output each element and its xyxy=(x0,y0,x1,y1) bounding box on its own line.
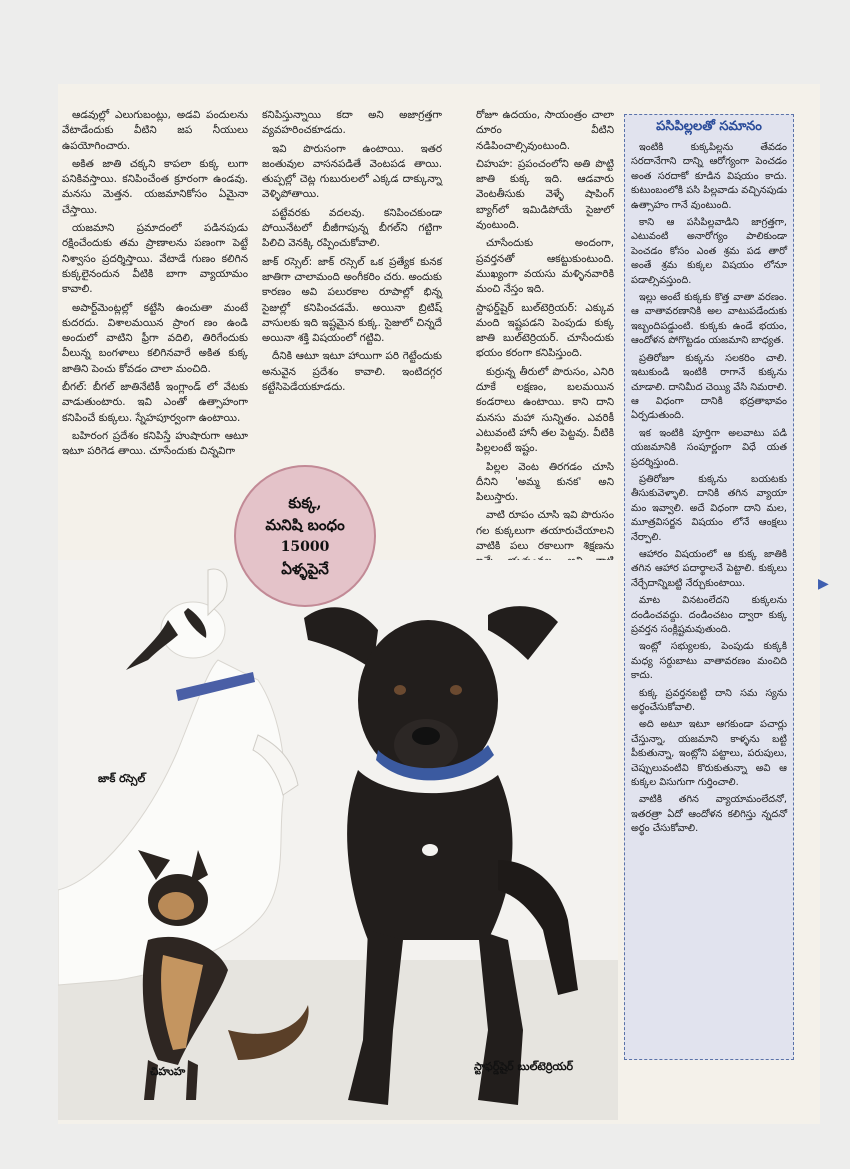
col2-para: దీనికి ఆటూ ఇటూ హాయిగా పరి గెట్టేందుకు అనువైన ప్రదేశం కావాలి. ఇంటిదగ్గర కట్టేసిపెడేయకూడదు. xyxy=(262,350,442,394)
col3-para: పిల్లల వెంట తిరగడం చూసి దీనిని 'అమ్మ కునక' అని పిలుస్తారు. xyxy=(476,460,614,504)
circle-years: 15000 xyxy=(280,539,330,555)
article-column-3 xyxy=(476,108,614,634)
caption-jack-russell: జాక్ రస్సెల్ xyxy=(98,772,146,785)
sidebar-para: ప్రతిరోజూ కుక్కను సలకరిం చాలి. ఇటుకుండి ఇంటికి రాగానే కుక్కను చూడాలి. దానిమీద చెయ్యి వేసి నిమరాలి. ఆ విధంగా దానికి భద్రతాభావం ఏర్పడుతుంది. xyxy=(631,352,787,422)
sidebar-para: ఇంటికి కుక్కపిల్లను తేవడం సరదానేగాని దాన్ని ఆరోగ్యంగా పెంచడం అంత సరదాకో కూడిన విషయం కాదు. కుటుంబంలోకి పసి పిల్లవాడు వచ్చినపుడు ఉత్సాహం గానే వుంటుంది. xyxy=(631,142,787,211)
sidebar-body xyxy=(631,141,787,837)
article-column-1 xyxy=(62,108,248,463)
circle-line-1: కుక్క, xyxy=(288,494,322,512)
dogs-photo xyxy=(58,560,618,1120)
col3-para-chihuahua: చిహుహ: ప్రపంచంలోని అతి పొట్టి జాతి కుక్క ఇది. ఆడవారు వెంటతీసుకు వెళ్ళే షాపింగ్ బ్యాగ్‌లో ఇమిడిపోయే సైజులో వుంటుంది. xyxy=(476,157,614,232)
sidebar-para: వాటికి తగిన వ్యాయామంలేదనో, ఇతరత్రా ఏదో ఆందోళన కలిగిస్తు న్నదనో అర్థం చేసుకోవాలి. xyxy=(631,794,787,835)
col2-para: కనిపిస్తున్నాయి కదా అని అజాగ్రత్తగా వ్యవహరించకూడదు. xyxy=(262,109,442,137)
col1-para-beagle: బీగల్: బీగల్ జాతినేటికీ ఇంగ్లాండ్ లో వేటకు వాడుతుంటారు. ఇవి ఎంతో ఉత్సాహంగా కనిపించే కుక్కలు. స్నేహపూర్వంగా ఉంటాయి. xyxy=(62,381,248,424)
sidebar-para: ఆహారం విషయంలో ఆ కుక్క జాతికి తగిన ఆహార పదార్థాలనే పెట్టాలి. కుక్కలు నేర్చేదాన్నిబట్టి నేర్చుకుంటాయి. xyxy=(631,548,787,589)
col1-para: అకిత జాతి చక్కని కాపలా కుక్క లుగా పనికివస్తాయి. కనిపించేంత క్రూరంగా ఉండవు. మనసు మెత్తన. యజమానికోసం ఏమైనా చేస్తాయి. xyxy=(62,157,248,216)
article-column-2 xyxy=(262,108,442,398)
sidebar-box xyxy=(624,114,794,1060)
highlight-circle xyxy=(234,465,376,607)
col3-para: చూసేందుకు అందంగా, ప్రవర్తనతో ఆకట్టుకుంటుంది. ముఖ్యంగా వయసు మళ్ళినవారికి మంచి నేస్తం ఇది. xyxy=(476,237,614,296)
col1-para: అపార్ట్‌మెంట్లల్లో కట్టేసి ఉంచుతా మంటే కుదరదు. విశాలమయిన ప్రాంగ ణం ఉండి అందులో వాటిని ఫ్రీగా వదిలి, తిరిగేందుకు వీలున్న బంగళాలు కలిగినవారే అకిత కుక్క జాతిని పెంచు కోవడం చాలా మంచిది. xyxy=(62,301,248,375)
col3-para: వాటి రూపం చూసి ఇవి పొరుసం గల కుక్కలుగా తయారుచేయాలని వాటికి పలు రకాలుగా శిక్షణను xyxy=(476,509,614,553)
sidebar-title: పసిపిల్లలతో సమానం xyxy=(656,119,762,134)
sidebar-para: ఇంట్లో సభ్యులకు, పెంపుడు కుక్కకి మధ్య సర్దుబాటు వాతావరణం మంచిది కాదు. xyxy=(631,641,787,682)
circle-line-2: మనిషి బంధం xyxy=(265,516,345,534)
col3-para-staffordshire: స్టాఫర్డ్‌షైర్ బుల్‌టెర్రియర్: ఎక్కువ మంది ఇష్టపడని పెంపుడు కుక్క జాతి బుల్‌టెర్రియర్. చూసేందుకు భయం కరంగా కనిపిస్తుంది. xyxy=(476,301,614,360)
sidebar-para: ఇల్లు అంటే కుక్కకు కొత్త వాతా వరణం. ఆ వాతావరణానికి అల వాటుపడేందుకు ఇబ్బందిపడ్డుంటి. కుక్కకు ఉండే భయం, ఆందోళన పోగొట్టడం యజమాని బాధ్యత. xyxy=(631,292,787,347)
col2-para-jack-russell: జాక్ రస్సెల్: జాక్ రస్సెల్ ఒక ప్రత్యేక కునక జాతిగా చాలామంది అంగీకరిం చరు. అందుకు కారణం అవి పలురకాల రూపాల్లో భిన్న సైజుల్లో కనిపించడమే. అయినా బ్రిటిష్ వాసులకు ఇది ఇష్టమైన కుక్క. సైజులో చిన్నదే అయినా శక్తి విషయంలో గట్టివి. xyxy=(262,255,442,345)
col1-para: ఆడవుల్లో ఎలుగుబంట్లు, అడవి పందులను వేటాడేందుకు వీటిని జప నీయులు ఉపయోగించారు. xyxy=(62,109,248,152)
col2-para: ఇవి పొరుసంగా ఉంటాయి. ఇతర జంతువుల వాసనపడితే వెంటపడ తాయి. తుప్పల్లో చెట్ల గుబురులలో ఎక్కడ దాక్కున్నా వెళ్ళిపోతాయి. xyxy=(262,142,442,201)
sidebar-para: అది అటూ ఇటూ ఆగకుండా పచార్లు చేస్తున్నా, యజమాని కాళ్ళను బట్టి పీకుతున్నా, ఇంట్లోని పట్టాలు, పరుపులు, చెప్పులువంటివి కొరుకుతున్నా అవి ఆ కుక్కల విసుగుగా గుర్తించాలి. xyxy=(631,719,787,789)
col3-para: కుర్రున్న తీరులో పొరుసం, ఎనిరి దూకే లక్షణం, బలమయిన కండరాలు ఉంటాయి. కాని దాని మనసు మహా సున్నితం. ఎవరికీ ఎటువంటి హానీ తల పెట్టవు. వీటికి పిల్లలంటే ఇష్టం. xyxy=(476,365,614,455)
caption-chihuahua: చిహుహ xyxy=(150,1065,186,1078)
col3-para: రోజూ ఉదయం, సాయంత్రం చాలా దూరం వీటిని నడిపించాల్సివుంటుంది. xyxy=(476,109,614,152)
col2-para: పట్టేవరకు వదలవు. కనిపించకుండా పోయినేటలో బీజీగాపున్న బీగల్‌ని గట్టిగా పిలిచి వెనక్కి రప్పించుకోవాలి. xyxy=(262,206,442,250)
sidebar-para: కుక్క ప్రవర్తనబట్టి దాని సమ స్యను అర్థంచేసుకోవాలి. xyxy=(631,687,787,714)
sidebar-para: మాట వినటంలేదని కుక్కలను దండించవద్దు. దండించటం ద్వారా కుక్క ప్రవర్తన సంక్లిష్టమవుతుంది. xyxy=(631,595,787,635)
continuation-arrow-icon: ▶ xyxy=(818,576,829,592)
col1-para: బహిరంగ ప్రదేశం కనిపిస్తే హుషారుగా ఆటూ ఇటూ పరిగెడ తాయి. చూసేందుకు చిన్నవిగా xyxy=(62,429,248,458)
sidebar-para: ఇక ఇంటికి పూర్తిగా అలవాటు పడి యజమానికి సంపూర్ణంగా విధే యత ప్రదర్శిస్తుంది. xyxy=(631,427,787,468)
col1-para: యజమాని ప్రమాదంలో పడినపుడు రక్షించేందుకు తమ ప్రాణాలను పణంగా పెట్టే నిశ్వాసం ప్రదర్శిస్తాయి. వేటాడే గుణం కలిగిన కుక్కలైనందున వీటికి బాగా వ్యాయామం కావాలి. xyxy=(62,222,248,296)
sidebar-para: కాని ఆ పసిపిల్లవాడిని జాగ్రత్తగా, ఎటువంటి అనారోగ్యం పాలికుండా పెంచడం కోసం ఎంత శ్రమ పడ తారో అంతే శ్రమ కుక్కల విషయం లోనూ పడాల్సివస్తుంది. xyxy=(631,217,787,286)
circle-line-4: ఏళ్ళపైనే xyxy=(281,560,329,578)
sidebar-para: ప్రతిరోజూ కుక్కను బయటకు తీసుకువెళ్ళాలి. దానికి తగిన వ్యాయా మం ఇవ్వాలి. అదే విధంగా దాని మల, మూత్రవిసర్జన విషయం లోనే ఆంక్షలు నేర్పాలి. xyxy=(631,473,787,543)
caption-staffordshire: స్టాఫర్డ్‌షైర్ బుల్‌టెర్రియర్ xyxy=(474,1060,574,1073)
